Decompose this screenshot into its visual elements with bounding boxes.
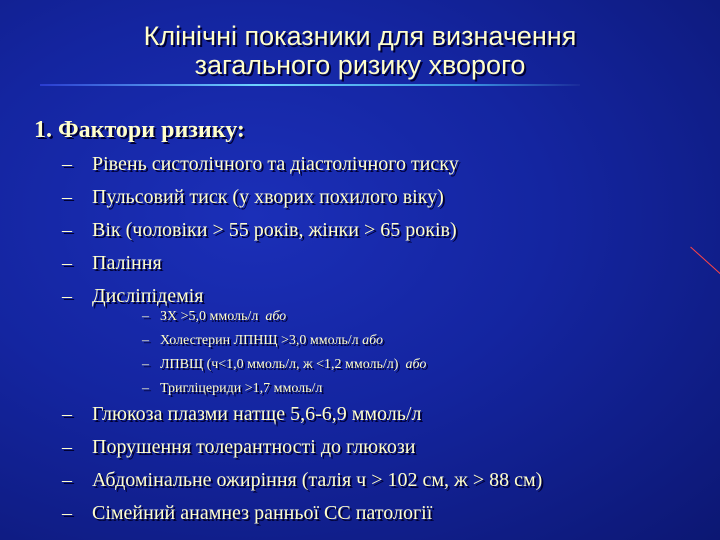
bullet-dash: –	[62, 285, 72, 307]
dyslipidemia-sublist	[142, 305, 662, 401]
bullet-dash: –	[142, 333, 149, 348]
sublist-item-suffix: або	[265, 309, 287, 324]
bullet-dash: –	[62, 186, 72, 208]
list-item	[62, 181, 702, 214]
list-item-text: Глюкоза плазми натще 5,6-6,9 ммоль/л	[92, 403, 422, 425]
bullet-dash: –	[62, 502, 72, 524]
slide-title	[0, 22, 720, 80]
sublist-item-text: ЗХ >5,0 ммоль/л	[160, 309, 259, 324]
risk-factor-list-top	[62, 148, 702, 313]
risk-factor-list-bottom	[62, 398, 702, 530]
sublist-item-text: ЛПВЩ (ч<1,0 ммоль/л, ж <1,2 ммоль/л)	[160, 357, 399, 372]
list-item	[62, 431, 702, 464]
sublist-item-text: Тригліцериди >1,7 ммоль/л	[160, 381, 323, 396]
sublist-item	[142, 329, 662, 353]
list-item-text: Вік (чоловіки > 55 років, жінки > 65 років)	[92, 219, 457, 241]
bullet-dash: –	[62, 219, 72, 241]
sublist-item-suffix: або	[405, 357, 427, 372]
list-item	[62, 148, 702, 181]
list-item	[62, 398, 702, 431]
slide-title-line-2: загального ризику хворого	[194, 50, 526, 80]
bullet-dash: –	[62, 153, 72, 175]
list-item	[62, 497, 702, 530]
bullet-dash: –	[62, 252, 72, 274]
slide-title-line-1: Клінічні показники для визначення	[143, 21, 577, 51]
list-item	[62, 247, 702, 280]
bullet-dash: –	[62, 436, 72, 458]
list-item-text: Сімейний анамнез ранньої СС патології	[92, 502, 433, 524]
list-item-text: Порушення толерантності до глюкози	[92, 436, 416, 458]
sublist-item	[142, 305, 662, 329]
list-item-text: Абдомінальне ожиріння (талія ч > 102 см, ж > 88 см)	[92, 469, 543, 491]
bullet-dash: –	[62, 403, 72, 425]
list-item-text: Дисліпідемія	[92, 285, 204, 307]
bullet-dash: –	[142, 381, 149, 396]
bullet-dash: –	[142, 357, 149, 372]
sublist-item-suffix: або	[362, 333, 383, 348]
section-heading: 1. Фактори ризику:	[34, 117, 245, 143]
list-item	[62, 464, 702, 497]
bullet-dash: –	[62, 469, 72, 491]
list-item-text: Рівень систолічного та діастолічного тиску	[92, 153, 459, 175]
list-item	[62, 214, 702, 247]
sublist-item-text: Холестерин ЛПНЩ >3,0 ммоль/л	[160, 333, 359, 348]
list-item-text: Паління	[92, 252, 162, 274]
sublist-item	[142, 353, 662, 377]
list-item-text: Пульсовий тиск (у хворих похилого віку)	[92, 186, 444, 208]
title-divider	[40, 84, 580, 86]
bullet-dash: –	[142, 309, 149, 324]
